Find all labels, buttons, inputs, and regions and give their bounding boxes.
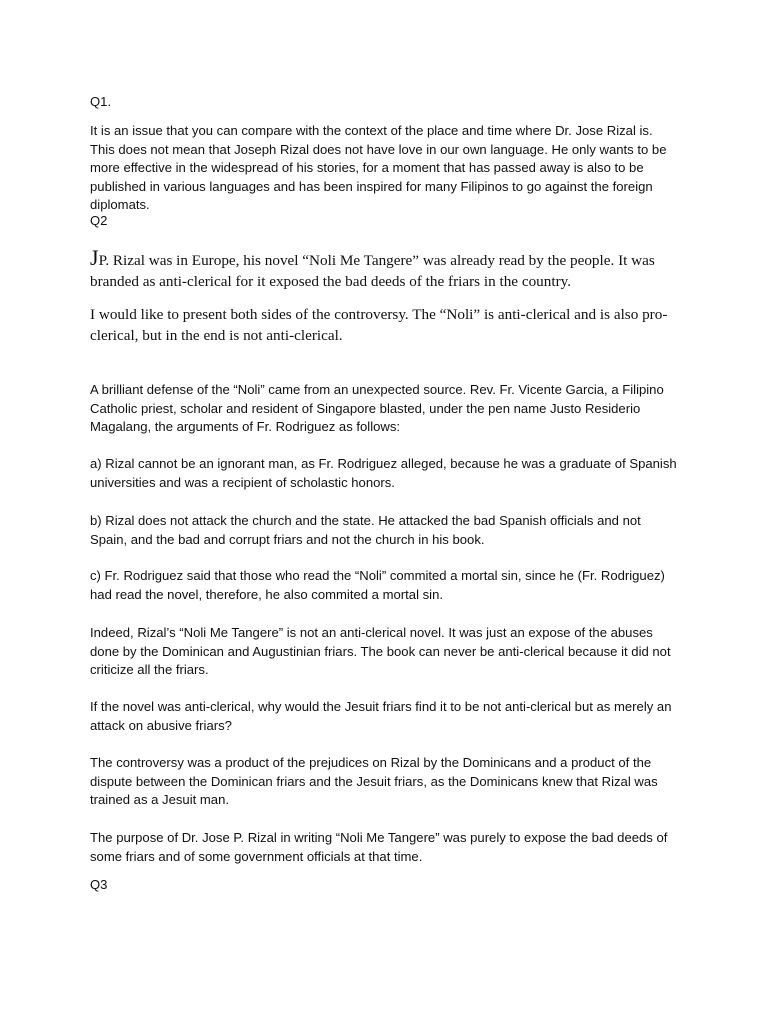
- q2-serif-paragraph-1: [90, 245, 680, 292]
- controversy-paragraph: The controversy was a product of the prejudices on Rizal by the Dominicans and a product of the dispute between the Dominican friars and the Jesuit friars, as the Dominicans knew that Rizal was trained as a Jesuit man.: [90, 755, 658, 807]
- purpose-paragraph: The purpose of Dr. Jose P. Rizal in writing “Noli Me Tangere” was purely to expose the bad deeds of some friars and of some government officials at that time.: [90, 830, 668, 864]
- q2-heading: Q2: [90, 213, 108, 228]
- q2-serif-paragraph-2: I would like to present both sides of the controversy. The “Noli” is anti-clerical and is also pro-clerical, but in the end is not anti-clerical.: [90, 306, 668, 344]
- defense-paragraph: A brilliant defense of the “Noli” came from an unexpected source. Rev. Fr. Vicente Garcia, a Filipino Catholic priest, scholar and resident of Singapore blasted, under the pen name Justo Residerio Magalang, the arguments of Fr. Rodriguez as follows:: [90, 382, 664, 434]
- q1-heading: Q1.: [90, 94, 112, 109]
- point-a-paragraph: a) Rizal cannot be an ignorant man, as Fr. Rodriguez alleged, because he was a graduate of Spanish universities and was a recipient of scholastic honors.: [90, 456, 677, 490]
- q3-heading: Q3: [90, 877, 108, 892]
- point-c-paragraph: c) Fr. Rodriguez said that those who read the “Noli” commited a mortal sin, since he (Fr. Rodriguez) had read the novel, therefore, he also commited a mortal sin.: [90, 568, 665, 602]
- q2-serif-paragraph-1-text: P. Rizal was in Europe, his novel “Noli Me Tangere” was already read by the people. It was branded as anti-clerical for it exposed the bad deeds of the friars in the country.: [90, 252, 655, 290]
- jesuit-paragraph: If the novel was anti-clerical, why would the Jesuit friars find it to be not anti-clerical but as merely an attack on abusive friars?: [90, 699, 672, 733]
- drop-cap-initial: J: [90, 245, 99, 270]
- point-b-paragraph: b) Rizal does not attack the church and the state. He attacked the bad Spanish officials and not Spain, and the bad and corrupt friars and not the church in his book.: [90, 513, 641, 547]
- indeed-paragraph: Indeed, Rizal’s “Noli Me Tangere” is not an anti-clerical novel. It was just an expose of the abuses done by the Dominican and Augustinian friars. The book can never be anti-clerical because it did not criticize all the friars.: [90, 625, 671, 677]
- q1-answer-paragraph: It is an issue that you can compare with the context of the place and time where Dr. Jose Rizal is. This does not mean that Joseph Rizal does not have love in our own language. He only wants to be more effective in the widespread of his stories, for a moment that has passed away is also to be published in various languages and has been inspired for many Filipinos to go against the foreign diplomats.: [90, 123, 667, 212]
